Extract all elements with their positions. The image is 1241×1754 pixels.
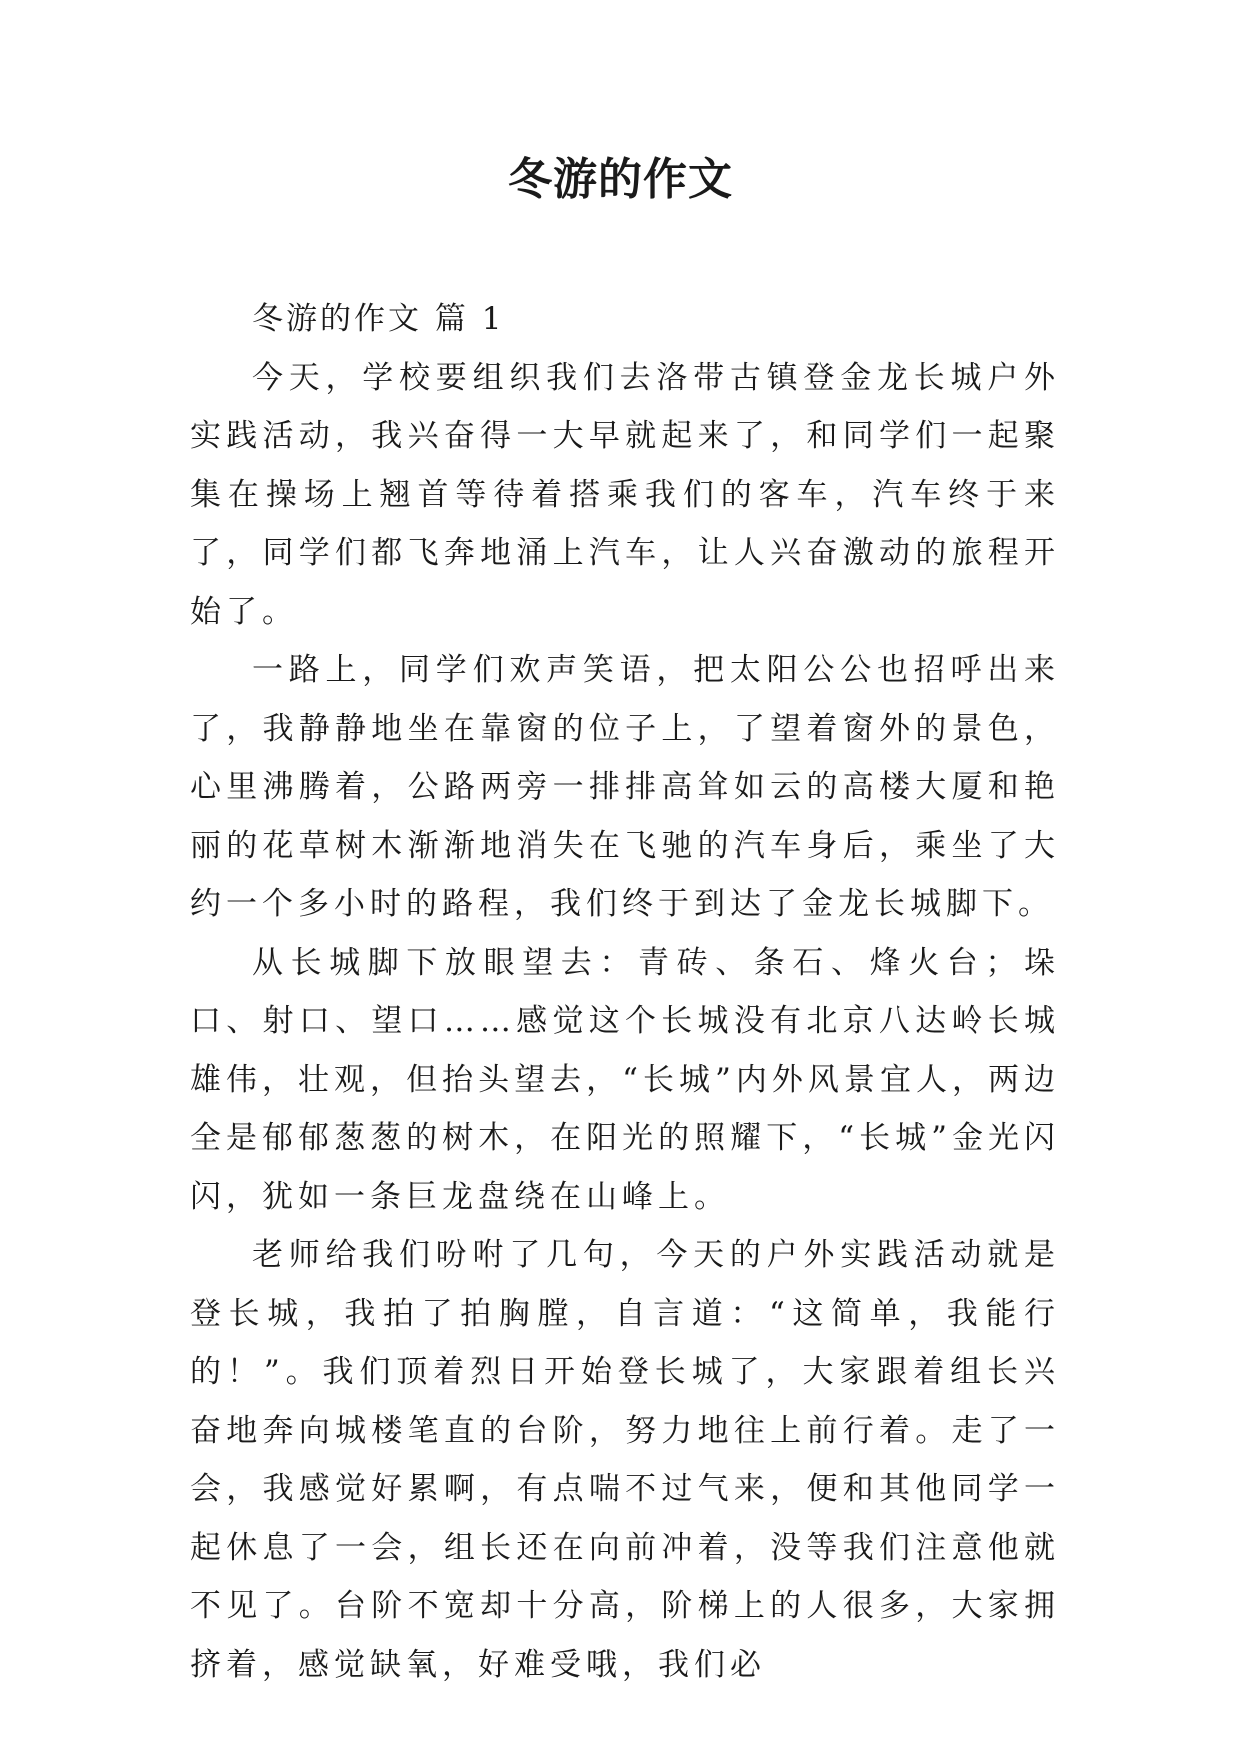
document-title: 冬游的作文 xyxy=(508,154,733,205)
section-heading: 冬游的作文 篇 1 xyxy=(252,301,505,337)
paragraph: 今天，学校要组织我们去洛带古镇登金龙长城户外实践活动，我兴奋得一大早就起来了，和同学们一起聚集在操场上翘首等待着搭乘我们的客车，汽车终于来了，同学们都飞奔地涌上汽车，让人兴奋激动的旅程开始了。 xyxy=(190,359,1060,630)
paragraph: 从长城脚下放眼望去：青砖、条石、烽火台；垛口、射口、望口……感觉这个长城没有北京八达岭长城雄伟，壮观，但抬头望去，“长城”内外风景宜人，两边全是郁郁葱葱的树木，在阳光的照耀下，“长城”金光闪闪，犹如一条巨龙盘绕在山峰上。 xyxy=(190,944,1060,1215)
paragraph: 老师给我们吩咐了几句，今天的户外实践活动就是登长城，我拍了拍胸膛，自言道：“这简单，我能行的！”。我们顶着烈日开始登长城了，大家跟着组长兴奋地奔向城楼笔直的台阶，努力地往上前行着。走了一会，我感觉好累啊，有点喘不过气来，便和其他同学一起休息了一会，组长还在向前冲着，没等我们注意他就不见了。台阶不宽却十分高，阶梯上的人很多，大家拥挤着，感觉缺氧，好难受哦，我们必 xyxy=(190,1237,1060,1683)
document-body xyxy=(190,290,1060,1694)
paragraph: 一路上，同学们欢声笑语，把太阳公公也招呼出来了，我静静地坐在靠窗的位子上，了望着窗外的景色，心里沸腾着，公路两旁一排排高耸如云的高楼大厦和艳丽的花草树木渐渐地消失在飞驰的汽车身后，乘坐了大约一个多小时的路程，我们终于到达了金龙长城脚下。 xyxy=(190,652,1060,922)
